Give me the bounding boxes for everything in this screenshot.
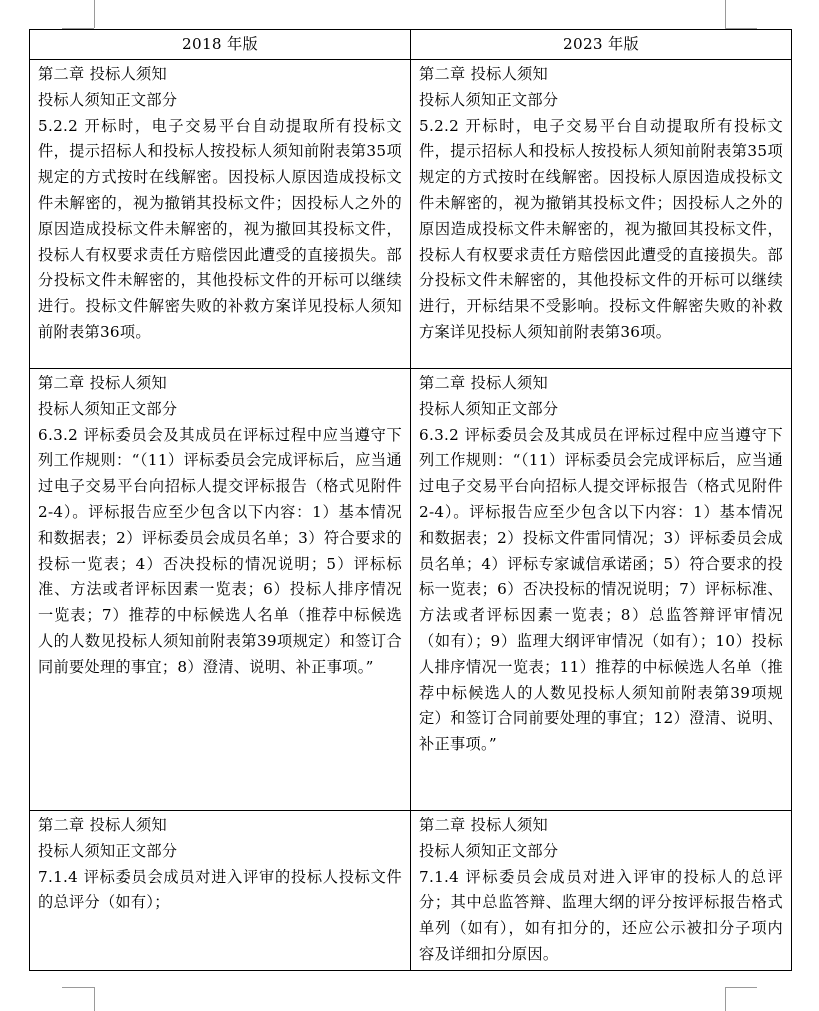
table-row: [30, 369, 792, 811]
chapter-title: 第二章 投标人须知: [38, 816, 168, 834]
section-title: 投标人须知正文部分: [38, 841, 178, 860]
section-title: 投标人须知正文部分: [38, 90, 178, 109]
clause-text: 5.2.2 开标时，电子交易平台自动提取所有投标文件，提示招标人和投标人按投标人须知前附表第35项规定的方式按时在线解密。因投标人原因造成投标文件未解密的，视为撤销其投标文件；因投标人之外的原因造成投标文件未解密的，视为撤回其投标文件，投标人有权要求责任方赔偿因此遭受的直接损失。部分投标文件未解密的，其他投标文件的开标可以继续进行。投标文件解密失败的补救方案详见投标人须知前附表第36项。: [38, 116, 402, 341]
chapter-title: 第二章 投标人须知: [419, 65, 549, 83]
table-header-row: [30, 30, 792, 60]
cell-2023-clause-6-3-2: [411, 369, 792, 811]
crop-mark-bottom-right-h: [725, 987, 757, 988]
crop-mark-top-left-v: [94, 0, 95, 28]
clause-text: 7.1.4 评标委员会成员对进入评审的投标人投标文件的总评分（如有）；: [38, 867, 402, 912]
chapter-title: 第二章 投标人须知: [419, 374, 549, 392]
crop-mark-bottom-left-h: [62, 987, 94, 988]
section-title: 投标人须知正文部分: [38, 399, 178, 418]
cell-2018-clause-7-1-4: [30, 811, 411, 971]
chapter-title: 第二章 投标人须知: [38, 374, 168, 392]
chapter-title: 第二章 投标人须知: [38, 65, 168, 83]
cell-2023-clause-7-1-4: [411, 811, 792, 971]
crop-mark-bottom-left-v: [94, 987, 95, 1011]
crop-mark-bottom-right-v: [725, 987, 726, 1011]
header-2018-version: 2018 年版: [30, 30, 411, 60]
comparison-table: [29, 29, 792, 971]
section-title: 投标人须知正文部分: [419, 90, 559, 109]
table-row: [30, 60, 792, 369]
crop-mark-top-right-v: [725, 0, 726, 28]
clause-text: 6.3.2 评标委员会及其成员在评标过程中应当遵守下列工作规则：“（11）评标委员会完成评标后，应当通过电子交易平台向招标人提交评标报告（格式见附件 2-4）。评标报告应至少包含以下内容：1）基本情况和数据表；2）投标文件雷同情况；3）评标委员会成员名单；4）评标专家诚信承诺函；5）符合要求的投标一览表；6）否决投标的情况说明；7）评标标准、方法或者评标因素一览表；8）总监答辩评审情况（如有）；9）监理大纲评审情况（如有）；10）投标人排序情况一览表；11）推荐的中标候选人名单（推荐中标候选人的人数见投标人须知前附表第39项规定）和签订合同前要处理的事宜；12）澄清、说明、补正事项。”: [419, 425, 783, 754]
section-title: 投标人须知正文部分: [419, 399, 559, 418]
clause-text: 6.3.2 评标委员会及其成员在评标过程中应当遵守下列工作规则：“（11）评标委员会完成评标后，应当通过电子交易平台向招标人提交评标报告（格式见附件 2-4）。评标报告应至少包含以下内容：1）基本情况和数据表；2）评标委员会成员名单；3）符合要求的投标一览表；4）否决投标的情况说明；5）评标标准、方法或者评标因素一览表；6）投标人排序情况一览表；7）推荐的中标候选人名单（推荐中标候选人的人数见投标人须知前附表第39项规定）和签订合同前要处理的事宜；8）澄清、说明、补正事项。”: [38, 425, 402, 676]
section-title: 投标人须知正文部分: [419, 841, 559, 860]
chapter-title: 第二章 投标人须知: [419, 816, 549, 834]
clause-text: 7.1.4 评标委员会成员对进入评审的投标人的总评分；其中总监答辩、监理大纲的评分按评标报告格式单列（如有），如有扣分的，还应公示被扣分子项内容及详细扣分原因。: [419, 867, 783, 963]
cell-2018-clause-6-3-2: [30, 369, 411, 811]
clause-text: 5.2.2 开标时，电子交易平台自动提取所有投标文件，提示招标人和投标人按投标人须知前附表第35项规定的方式按时在线解密。因投标人原因造成投标文件未解密的，视为撤销其投标文件；因投标人之外的原因造成投标文件未解密的，视为撤回其投标文件，投标人有权要求责任方赔偿因此遭受的直接损失。部分投标文件未解密的，其他投标文件的开标可以继续进行，开标结果不受影响。投标文件解密失败的补救方案详见投标人须知前附表第36项。: [419, 116, 783, 341]
table-row: [30, 811, 792, 971]
cell-2023-clause-5-2-2: [411, 60, 792, 369]
cell-2018-clause-5-2-2: [30, 60, 411, 369]
header-2023-version: 2023 年版: [411, 30, 792, 60]
